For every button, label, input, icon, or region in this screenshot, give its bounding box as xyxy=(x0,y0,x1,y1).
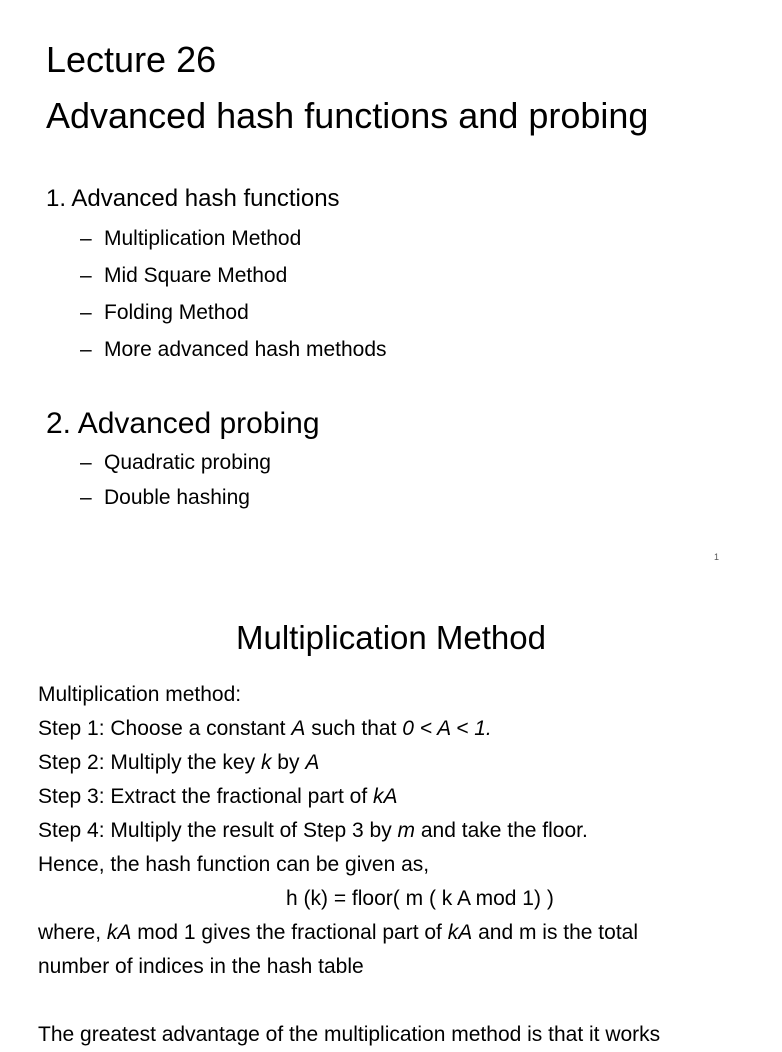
list-item xyxy=(80,335,387,372)
list-item-label: Double hashing xyxy=(104,486,250,509)
where-line: where, kA mod 1 gives the fractional part of kA and m is the total xyxy=(38,921,639,944)
list-item xyxy=(80,448,271,483)
intro-line: Multiplication method: xyxy=(38,683,242,706)
dash-bullet: – xyxy=(80,451,92,474)
slide-multiplication-method xyxy=(0,600,768,1046)
hash-functions-list xyxy=(80,224,387,372)
list-item-label: Multiplication Method xyxy=(104,227,302,250)
dash-bullet: – xyxy=(80,264,92,287)
step-2-line: Step 2: Multiply the key k by A xyxy=(38,751,320,774)
list-item xyxy=(80,224,387,261)
where-continued-line: number of indices in the hash table xyxy=(38,955,364,978)
list-item xyxy=(80,261,387,298)
section-heading-probing: 2. Advanced probing xyxy=(46,407,320,440)
list-item-label: Folding Method xyxy=(104,301,249,324)
page-number: 1 xyxy=(714,552,720,562)
step-3-line: Step 3: Extract the fractional part of kA xyxy=(38,785,398,808)
dash-bullet: – xyxy=(80,486,92,509)
hence-line: Hence, the hash function can be given as, xyxy=(38,853,430,876)
dash-bullet: – xyxy=(80,301,92,324)
list-item-label: Mid Square Method xyxy=(104,264,288,287)
list-item xyxy=(80,298,387,335)
dash-bullet: – xyxy=(80,227,92,250)
hash-formula: h (k) = floor( m ( k A mod 1) ) xyxy=(286,887,554,910)
step-4-line: Step 4: Multiply the result of Step 3 by m and take the floor. xyxy=(38,819,588,842)
list-item-label: Quadratic probing xyxy=(104,451,271,474)
cut-off-line: The greatest advantage of the multiplication method is that it works xyxy=(38,1023,661,1046)
list-item xyxy=(80,483,271,518)
slide-body xyxy=(38,678,758,1052)
lecture-subtitle: Advanced hash functions and probing xyxy=(46,95,649,136)
probing-list xyxy=(80,448,271,518)
step-1-line: Step 1: Choose a constant A such that 0 < A < 1. xyxy=(38,717,492,740)
dash-bullet: – xyxy=(80,338,92,361)
section-heading-hash-functions: 1. Advanced hash functions xyxy=(46,185,340,212)
slide-title: Multiplication Method xyxy=(236,619,546,656)
list-item-label: More advanced hash methods xyxy=(104,338,387,361)
lecture-title: Lecture 26 xyxy=(46,39,217,80)
